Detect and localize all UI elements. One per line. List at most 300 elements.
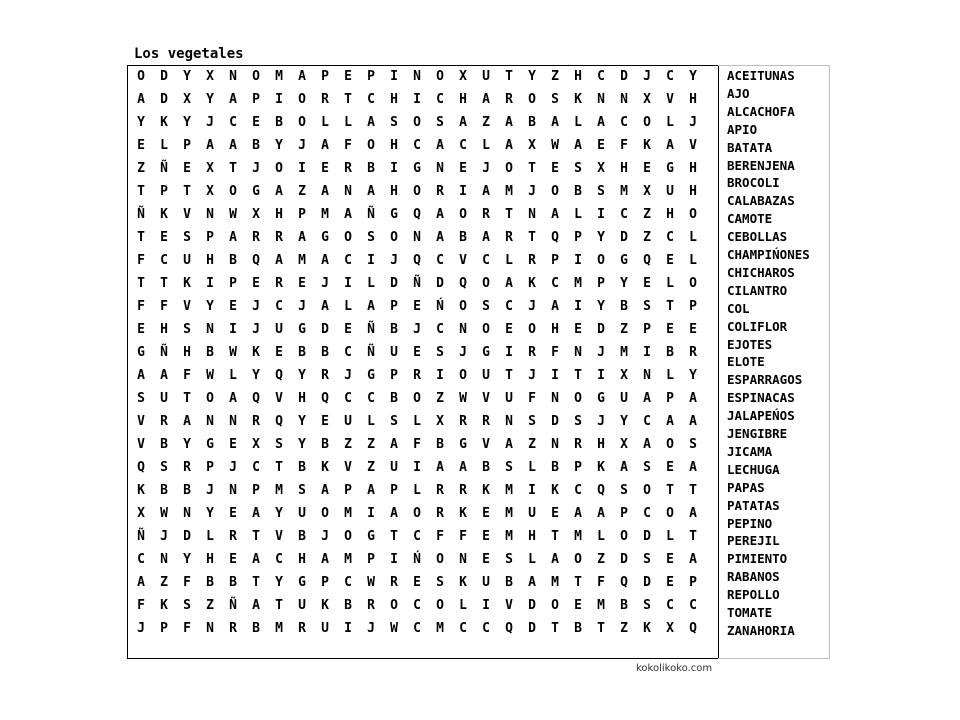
grid-cell[interactable]: R — [528, 345, 536, 360]
grid-cell[interactable]: O — [321, 506, 329, 521]
grid-cell[interactable]: E — [482, 552, 490, 567]
grid-cell[interactable]: N — [551, 437, 559, 452]
grid-cell[interactable]: L — [528, 460, 536, 475]
grid-cell[interactable]: I — [597, 207, 605, 222]
grid-cell[interactable]: N — [206, 322, 214, 337]
grid-cell[interactable]: P — [229, 276, 237, 291]
grid-cell[interactable]: O — [344, 230, 352, 245]
grid-cell[interactable]: Z — [620, 322, 628, 337]
grid-cell[interactable]: I — [436, 368, 444, 383]
grid-cell[interactable]: R — [528, 253, 536, 268]
grid-cell[interactable]: A — [321, 299, 329, 314]
grid-cell[interactable]: N — [206, 621, 214, 636]
grid-cell[interactable]: G — [137, 345, 145, 360]
grid-cell[interactable]: B — [390, 391, 398, 406]
grid-cell[interactable]: J — [597, 414, 605, 429]
grid-cell[interactable]: K — [551, 483, 559, 498]
grid-cell[interactable]: A — [551, 552, 559, 567]
grid-cell[interactable]: P — [689, 299, 697, 314]
grid-cell[interactable]: E — [137, 322, 145, 337]
grid-cell[interactable]: X — [620, 368, 628, 383]
grid-cell[interactable]: B — [666, 345, 674, 360]
grid-cell[interactable]: Z — [597, 552, 605, 567]
grid-cell[interactable]: H — [298, 552, 306, 567]
grid-cell[interactable]: H — [160, 322, 168, 337]
grid-cell[interactable]: J — [367, 621, 375, 636]
grid-cell[interactable]: D — [643, 529, 651, 544]
grid-cell[interactable]: N — [643, 368, 651, 383]
grid-cell[interactable]: T — [275, 598, 283, 613]
grid-cell[interactable]: M — [620, 345, 628, 360]
grid-cell[interactable]: K — [482, 483, 490, 498]
grid-cell[interactable]: W — [160, 506, 168, 521]
grid-cell[interactable]: O — [551, 184, 559, 199]
grid-cell[interactable]: A — [459, 115, 467, 130]
grid-cell[interactable]: C — [551, 276, 559, 291]
grid-cell[interactable]: U — [620, 391, 628, 406]
grid-cell[interactable]: T — [597, 621, 605, 636]
grid-cell[interactable]: I — [413, 92, 421, 107]
grid-cell[interactable]: F — [183, 575, 191, 590]
grid-cell[interactable]: S — [137, 391, 145, 406]
grid-cell[interactable]: S — [643, 460, 651, 475]
grid-cell[interactable]: Ñ — [413, 276, 421, 291]
grid-cell[interactable]: I — [367, 253, 375, 268]
grid-cell[interactable]: U — [482, 368, 490, 383]
grid-cell[interactable]: P — [666, 391, 674, 406]
grid-cell[interactable]: C — [436, 322, 444, 337]
grid-cell[interactable]: T — [137, 184, 145, 199]
grid-cell[interactable]: Ñ — [367, 207, 375, 222]
grid-cell[interactable]: S — [183, 322, 191, 337]
grid-cell[interactable]: H — [206, 253, 214, 268]
grid-cell[interactable]: P — [298, 207, 306, 222]
grid-cell[interactable]: I — [206, 276, 214, 291]
grid-cell[interactable]: O — [413, 115, 421, 130]
grid-cell[interactable]: J — [298, 138, 306, 153]
grid-cell[interactable]: Y — [206, 299, 214, 314]
grid-cell[interactable]: B — [551, 460, 559, 475]
grid-cell[interactable]: B — [229, 253, 237, 268]
grid-cell[interactable]: T — [275, 460, 283, 475]
grid-cell[interactable]: J — [482, 161, 490, 176]
grid-cell[interactable]: P — [390, 368, 398, 383]
grid-cell[interactable]: H — [551, 322, 559, 337]
grid-cell[interactable]: Q — [551, 230, 559, 245]
grid-cell[interactable]: V — [459, 253, 467, 268]
grid-cell[interactable]: U — [482, 69, 490, 84]
grid-cell[interactable]: K — [137, 483, 145, 498]
grid-cell[interactable]: C — [275, 299, 283, 314]
grid-cell[interactable]: Ñ — [160, 345, 168, 360]
grid-cell[interactable]: V — [275, 391, 283, 406]
grid-cell[interactable]: C — [666, 69, 674, 84]
grid-cell[interactable]: H — [689, 184, 697, 199]
grid-cell[interactable]: E — [137, 138, 145, 153]
grid-cell[interactable]: V — [689, 138, 697, 153]
grid-cell[interactable]: N — [206, 414, 214, 429]
grid-cell[interactable]: O — [459, 368, 467, 383]
grid-cell[interactable]: I — [413, 460, 421, 475]
grid-cell[interactable]: M — [505, 529, 513, 544]
grid-cell[interactable]: I — [298, 161, 306, 176]
grid-cell[interactable]: I — [574, 299, 582, 314]
grid-cell[interactable]: O — [666, 506, 674, 521]
grid-cell[interactable]: E — [160, 230, 168, 245]
grid-cell[interactable]: T — [551, 621, 559, 636]
grid-cell[interactable]: R — [505, 92, 513, 107]
grid-cell[interactable]: B — [367, 161, 375, 176]
grid-cell[interactable]: C — [643, 506, 651, 521]
grid-cell[interactable]: Z — [367, 460, 375, 475]
grid-cell[interactable]: A — [689, 552, 697, 567]
grid-cell[interactable]: E — [551, 161, 559, 176]
grid-cell[interactable]: N — [206, 207, 214, 222]
grid-cell[interactable]: R — [229, 529, 237, 544]
grid-cell[interactable]: O — [413, 391, 421, 406]
grid-cell[interactable]: S — [643, 598, 651, 613]
grid-cell[interactable]: D — [183, 529, 191, 544]
grid-cell[interactable]: J — [597, 345, 605, 360]
grid-cell[interactable]: L — [666, 276, 674, 291]
grid-cell[interactable]: Y — [298, 414, 306, 429]
grid-cell[interactable]: A — [321, 138, 329, 153]
grid-cell[interactable]: Y — [183, 437, 191, 452]
grid-cell[interactable]: E — [597, 138, 605, 153]
grid-cell[interactable]: Y — [528, 69, 536, 84]
grid-cell[interactable]: C — [666, 230, 674, 245]
grid-cell[interactable]: C — [413, 138, 421, 153]
grid-cell[interactable]: O — [459, 207, 467, 222]
grid-cell[interactable]: B — [574, 621, 582, 636]
grid-cell[interactable]: O — [436, 552, 444, 567]
grid-cell[interactable]: A — [183, 414, 191, 429]
grid-cell[interactable]: X — [643, 92, 651, 107]
grid-cell[interactable]: X — [436, 414, 444, 429]
grid-cell[interactable]: U — [482, 575, 490, 590]
grid-cell[interactable]: S — [390, 115, 398, 130]
grid-cell[interactable]: F — [137, 253, 145, 268]
grid-cell[interactable]: F — [551, 345, 559, 360]
grid-cell[interactable]: C — [275, 552, 283, 567]
grid-cell[interactable]: S — [275, 437, 283, 452]
grid-cell[interactable]: G — [321, 230, 329, 245]
grid-cell[interactable]: S — [551, 92, 559, 107]
grid-cell[interactable]: S — [390, 414, 398, 429]
grid-cell[interactable]: W — [390, 621, 398, 636]
grid-cell[interactable]: U — [298, 598, 306, 613]
grid-cell[interactable]: T — [505, 368, 513, 383]
grid-cell[interactable]: B — [505, 575, 513, 590]
grid-cell[interactable]: M — [298, 253, 306, 268]
grid-cell[interactable]: D — [597, 322, 605, 337]
grid-cell[interactable]: J — [528, 299, 536, 314]
grid-cell[interactable]: G — [482, 345, 490, 360]
grid-cell[interactable]: M — [574, 529, 582, 544]
grid-cell[interactable]: A — [137, 368, 145, 383]
grid-cell[interactable]: J — [413, 322, 421, 337]
grid-cell[interactable]: T — [574, 575, 582, 590]
grid-cell[interactable]: E — [643, 161, 651, 176]
grid-cell[interactable]: Y — [206, 506, 214, 521]
grid-cell[interactable]: R — [183, 460, 191, 475]
grid-cell[interactable]: N — [620, 92, 628, 107]
grid-cell[interactable]: F — [597, 575, 605, 590]
grid-cell[interactable]: O — [229, 184, 237, 199]
grid-cell[interactable]: Z — [436, 391, 444, 406]
grid-cell[interactable]: R — [413, 368, 421, 383]
grid-cell[interactable]: B — [298, 460, 306, 475]
grid-cell[interactable]: Z — [551, 69, 559, 84]
grid-cell[interactable]: X — [528, 138, 536, 153]
grid-cell[interactable]: G — [666, 161, 674, 176]
grid-cell[interactable]: E — [666, 575, 674, 590]
grid-cell[interactable]: C — [344, 575, 352, 590]
grid-cell[interactable]: O — [597, 253, 605, 268]
grid-cell[interactable]: X — [252, 437, 260, 452]
grid-cell[interactable]: R — [160, 414, 168, 429]
grid-cell[interactable]: L — [666, 368, 674, 383]
grid-cell[interactable]: B — [528, 115, 536, 130]
grid-cell[interactable]: R — [390, 575, 398, 590]
grid-cell[interactable]: I — [275, 92, 283, 107]
grid-cell[interactable]: V — [183, 207, 191, 222]
grid-cell[interactable]: O — [390, 230, 398, 245]
grid-cell[interactable]: I — [459, 184, 467, 199]
grid-cell[interactable]: A — [597, 506, 605, 521]
grid-cell[interactable]: Y — [620, 276, 628, 291]
grid-cell[interactable]: D — [551, 414, 559, 429]
grid-cell[interactable]: L — [666, 115, 674, 130]
grid-cell[interactable]: S — [620, 483, 628, 498]
grid-cell[interactable]: I — [505, 345, 513, 360]
grid-cell[interactable]: A — [344, 207, 352, 222]
grid-cell[interactable]: C — [620, 207, 628, 222]
grid-cell[interactable]: A — [436, 230, 444, 245]
grid-cell[interactable]: H — [597, 437, 605, 452]
grid-cell[interactable]: M — [321, 207, 329, 222]
grid-cell[interactable]: A — [137, 92, 145, 107]
grid-cell[interactable]: Z — [643, 230, 651, 245]
grid-cell[interactable]: O — [298, 92, 306, 107]
grid-cell[interactable]: O — [413, 184, 421, 199]
grid-cell[interactable]: L — [321, 115, 329, 130]
grid-cell[interactable]: T — [252, 529, 260, 544]
grid-cell[interactable]: T — [574, 368, 582, 383]
grid-cell[interactable]: A — [298, 69, 306, 84]
grid-cell[interactable]: P — [321, 575, 329, 590]
grid-cell[interactable]: B — [620, 598, 628, 613]
grid-cell[interactable]: H — [183, 345, 191, 360]
grid-cell[interactable]: R — [298, 621, 306, 636]
grid-cell[interactable]: Y — [275, 506, 283, 521]
grid-cell[interactable]: O — [643, 115, 651, 130]
grid-cell[interactable]: H — [689, 161, 697, 176]
grid-cell[interactable]: P — [643, 322, 651, 337]
grid-cell[interactable]: K — [459, 506, 467, 521]
grid-cell[interactable]: R — [574, 437, 582, 452]
grid-cell[interactable]: O — [298, 115, 306, 130]
grid-cell[interactable]: M — [436, 621, 444, 636]
grid-cell[interactable]: S — [436, 345, 444, 360]
grid-cell[interactable]: V — [505, 598, 513, 613]
grid-cell[interactable]: L — [160, 138, 168, 153]
grid-cell[interactable]: O — [436, 69, 444, 84]
grid-cell[interactable]: O — [367, 138, 375, 153]
grid-cell[interactable]: L — [413, 483, 421, 498]
grid-cell[interactable]: T — [528, 161, 536, 176]
letter-grid[interactable] — [127, 65, 719, 659]
grid-cell[interactable]: H — [390, 184, 398, 199]
grid-cell[interactable]: J — [206, 483, 214, 498]
grid-cell[interactable]: N — [505, 414, 513, 429]
grid-cell[interactable]: R — [459, 414, 467, 429]
grid-cell[interactable]: Q — [413, 207, 421, 222]
grid-cell[interactable]: K — [321, 598, 329, 613]
grid-cell[interactable]: U — [666, 184, 674, 199]
grid-cell[interactable]: Q — [413, 253, 421, 268]
grid-cell[interactable]: R — [275, 276, 283, 291]
grid-cell[interactable]: P — [551, 253, 559, 268]
grid-cell[interactable]: Z — [298, 184, 306, 199]
grid-cell[interactable]: E — [344, 69, 352, 84]
grid-cell[interactable]: A — [321, 552, 329, 567]
grid-cell[interactable]: B — [183, 483, 191, 498]
grid-cell[interactable]: J — [321, 276, 329, 291]
grid-cell[interactable]: Q — [620, 575, 628, 590]
grid-cell[interactable]: K — [528, 276, 536, 291]
grid-cell[interactable]: I — [597, 368, 605, 383]
grid-cell[interactable]: X — [252, 207, 260, 222]
grid-cell[interactable]: E — [229, 506, 237, 521]
grid-cell[interactable]: Z — [367, 437, 375, 452]
grid-cell[interactable]: L — [367, 276, 375, 291]
grid-cell[interactable]: M — [574, 276, 582, 291]
grid-cell[interactable]: I — [482, 598, 490, 613]
grid-cell[interactable]: C — [160, 253, 168, 268]
grid-cell[interactable]: V — [275, 529, 283, 544]
grid-cell[interactable]: X — [643, 184, 651, 199]
grid-cell[interactable]: A — [137, 575, 145, 590]
grid-cell[interactable]: Ñ — [367, 322, 375, 337]
grid-cell[interactable]: F — [413, 437, 421, 452]
grid-cell[interactable]: A — [229, 230, 237, 245]
grid-cell[interactable]: A — [367, 115, 375, 130]
grid-cell[interactable]: Y — [275, 138, 283, 153]
grid-cell[interactable]: F — [137, 299, 145, 314]
grid-cell[interactable]: D — [528, 621, 536, 636]
grid-cell[interactable]: R — [505, 230, 513, 245]
grid-cell[interactable]: J — [643, 69, 651, 84]
grid-cell[interactable]: J — [528, 184, 536, 199]
grid-cell[interactable]: Ñ — [137, 529, 145, 544]
grid-cell[interactable]: J — [298, 299, 306, 314]
grid-cell[interactable]: E — [551, 506, 559, 521]
grid-cell[interactable]: C — [436, 92, 444, 107]
grid-cell[interactable]: A — [528, 575, 536, 590]
grid-cell[interactable]: K — [643, 138, 651, 153]
grid-cell[interactable]: T — [160, 276, 168, 291]
grid-cell[interactable]: W — [206, 368, 214, 383]
grid-cell[interactable]: O — [574, 391, 582, 406]
grid-cell[interactable]: Q — [505, 621, 513, 636]
grid-cell[interactable]: Y — [275, 575, 283, 590]
grid-cell[interactable]: I — [390, 69, 398, 84]
grid-cell[interactable]: V — [666, 92, 674, 107]
grid-cell[interactable]: A — [206, 138, 214, 153]
grid-cell[interactable]: S — [436, 575, 444, 590]
grid-cell[interactable]: Y — [206, 92, 214, 107]
grid-cell[interactable]: B — [436, 437, 444, 452]
grid-cell[interactable]: N — [459, 322, 467, 337]
grid-cell[interactable]: K — [252, 345, 260, 360]
grid-cell[interactable]: Ñ — [160, 161, 168, 176]
grid-cell[interactable]: E — [574, 598, 582, 613]
grid-cell[interactable]: L — [666, 529, 674, 544]
grid-cell[interactable]: R — [436, 184, 444, 199]
grid-cell[interactable]: N — [436, 161, 444, 176]
grid-cell[interactable]: I — [229, 322, 237, 337]
grid-cell[interactable]: E — [252, 276, 260, 291]
grid-cell[interactable]: W — [367, 575, 375, 590]
grid-cell[interactable]: E — [321, 161, 329, 176]
grid-cell[interactable]: E — [183, 161, 191, 176]
grid-cell[interactable]: T — [390, 529, 398, 544]
grid-cell[interactable]: T — [137, 276, 145, 291]
grid-cell[interactable]: A — [620, 460, 628, 475]
grid-cell[interactable]: A — [643, 391, 651, 406]
grid-cell[interactable]: B — [459, 230, 467, 245]
grid-cell[interactable]: A — [252, 552, 260, 567]
grid-cell[interactable]: N — [574, 345, 582, 360]
grid-cell[interactable]: X — [206, 161, 214, 176]
grid-cell[interactable]: C — [413, 621, 421, 636]
grid-cell[interactable]: A — [505, 437, 513, 452]
grid-cell[interactable]: D — [620, 230, 628, 245]
grid-cell[interactable]: Y — [620, 414, 628, 429]
grid-cell[interactable]: T — [689, 483, 697, 498]
grid-cell[interactable]: M — [275, 621, 283, 636]
grid-cell[interactable]: A — [689, 460, 697, 475]
grid-cell[interactable]: L — [229, 368, 237, 383]
grid-cell[interactable]: H — [574, 69, 582, 84]
grid-cell[interactable]: E — [505, 322, 513, 337]
grid-cell[interactable]: X — [459, 69, 467, 84]
grid-cell[interactable]: A — [321, 483, 329, 498]
grid-cell[interactable]: M — [505, 184, 513, 199]
grid-cell[interactable]: I — [344, 621, 352, 636]
grid-cell[interactable]: E — [482, 529, 490, 544]
grid-cell[interactable]: K — [160, 207, 168, 222]
grid-cell[interactable]: B — [298, 345, 306, 360]
grid-cell[interactable]: N — [344, 184, 352, 199]
grid-cell[interactable]: A — [482, 184, 490, 199]
grid-cell[interactable]: F — [160, 299, 168, 314]
grid-cell[interactable]: O — [206, 391, 214, 406]
grid-cell[interactable]: H — [390, 138, 398, 153]
grid-cell[interactable]: R — [436, 506, 444, 521]
grid-cell[interactable]: C — [597, 69, 605, 84]
grid-cell[interactable]: A — [436, 138, 444, 153]
grid-cell[interactable]: Ń — [436, 299, 444, 314]
grid-cell[interactable]: L — [206, 529, 214, 544]
grid-cell[interactable]: O — [643, 483, 651, 498]
grid-cell[interactable]: R — [436, 483, 444, 498]
grid-cell[interactable]: A — [689, 506, 697, 521]
grid-cell[interactable]: S — [574, 414, 582, 429]
grid-cell[interactable]: D — [528, 598, 536, 613]
grid-cell[interactable]: U — [275, 322, 283, 337]
